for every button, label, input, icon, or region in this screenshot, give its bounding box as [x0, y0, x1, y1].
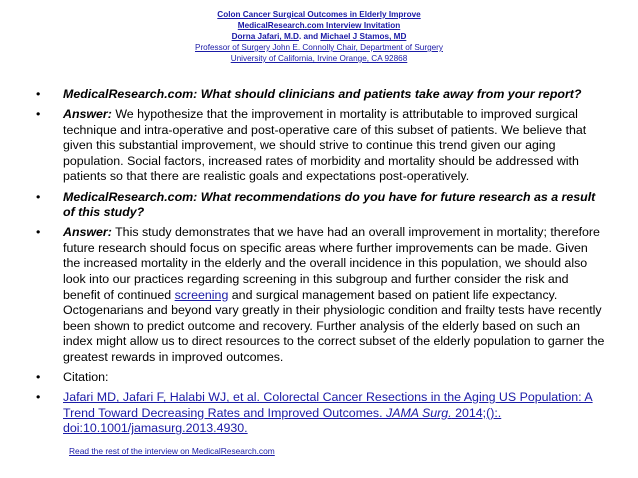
citation-link[interactable] [63, 390, 593, 435]
author-institution[interactable]: University of California, Irvine Orange, CA 92868 [230, 54, 408, 63]
read-more-link[interactable]: Read the rest of the interview on MedicalResearch.com [69, 446, 275, 456]
article-title[interactable]: Colon Cancer Surgical Outcomes in Elderly Improve [217, 10, 421, 19]
list-item [36, 225, 608, 365]
question-2: MedicalResearch.com: What recommendations do you have for future research as a result of this study? [63, 189, 596, 220]
header [0, 9, 638, 64]
answer-label: Answer: [63, 107, 112, 122]
answer-label: Answer: [63, 225, 112, 240]
bullet-icon: • [36, 370, 41, 385]
footer [69, 446, 275, 456]
citation-tail: 2014;():. doi:10.1001/jamasurg.2013.4930. [63, 405, 502, 436]
author-link-jafari[interactable]: Dorna Jafari, M.D [231, 32, 299, 41]
bullet-icon: • [36, 107, 41, 122]
citation-journal: JAMA Surg. [386, 405, 452, 420]
bullet-icon: • [36, 390, 41, 405]
list-item [36, 390, 608, 437]
question-1: MedicalResearch.com: What should clinicians and patients take away from your report? [63, 87, 582, 101]
answer-2-part-1: This study demonstrates that we have had an overall improvement in mortality; therefore future research should focus on specific areas where further improvements can be made. Given the increased mortality in the elderly and the overall incidence in this population, we should also look into our practices regarding screening in this subgroup and further consider the risk and benefit of continued [63, 225, 600, 302]
answer-2-part-2: and surgical management based on patient life expectancy. Octogenarians and beyond vary greatly in their physiologic condition and frailty tests have recently been shown to predict outcome and recovery. Further analysis of the elderly based on such an index might allow us to direct resources to the correct subset of the elderly population to garner the greatest rewards in improved outcomes. [63, 287, 605, 364]
answer-1: We hypothesize that the improvement in mortality is attributable to improved surgical technique and intra-operative and post-operative care of this subset of patients. We believe that given this substantial improvement, we should strive to continue this trend given our aging population. Social factors, increased rates of morbidity and mortality should be addressed with patients so that there are realistic goals and expectations post-operatively. [63, 107, 587, 184]
author-separator: . and [298, 32, 321, 41]
citation-text: Jafari MD, Jafari F, Halabi WJ, et al. Colorectal Cancer Resections in the Aging US Population: A Trend Toward Decreasing Rates and Improved Outcomes. [63, 390, 593, 420]
authors-line [0, 31, 638, 42]
bullet-icon: • [36, 87, 41, 101]
bullet-list [36, 87, 608, 441]
author-position[interactable]: Professor of Surgery John E. Connolly Chair, Department of Surgery [194, 43, 443, 52]
author-link-stamos[interactable]: Michael J Stamos, MD [320, 32, 407, 41]
interview-invitation[interactable]: MedicalResearch.com Interview Invitation [237, 21, 401, 30]
list-item [36, 87, 608, 103]
bullet-icon: • [36, 225, 41, 240]
list-item [36, 107, 608, 185]
bullet-icon: • [36, 189, 41, 204]
screening-link[interactable]: screening [174, 287, 229, 302]
list-item [36, 190, 608, 221]
citation-label: Citation: [63, 370, 109, 385]
list-item [36, 370, 608, 386]
